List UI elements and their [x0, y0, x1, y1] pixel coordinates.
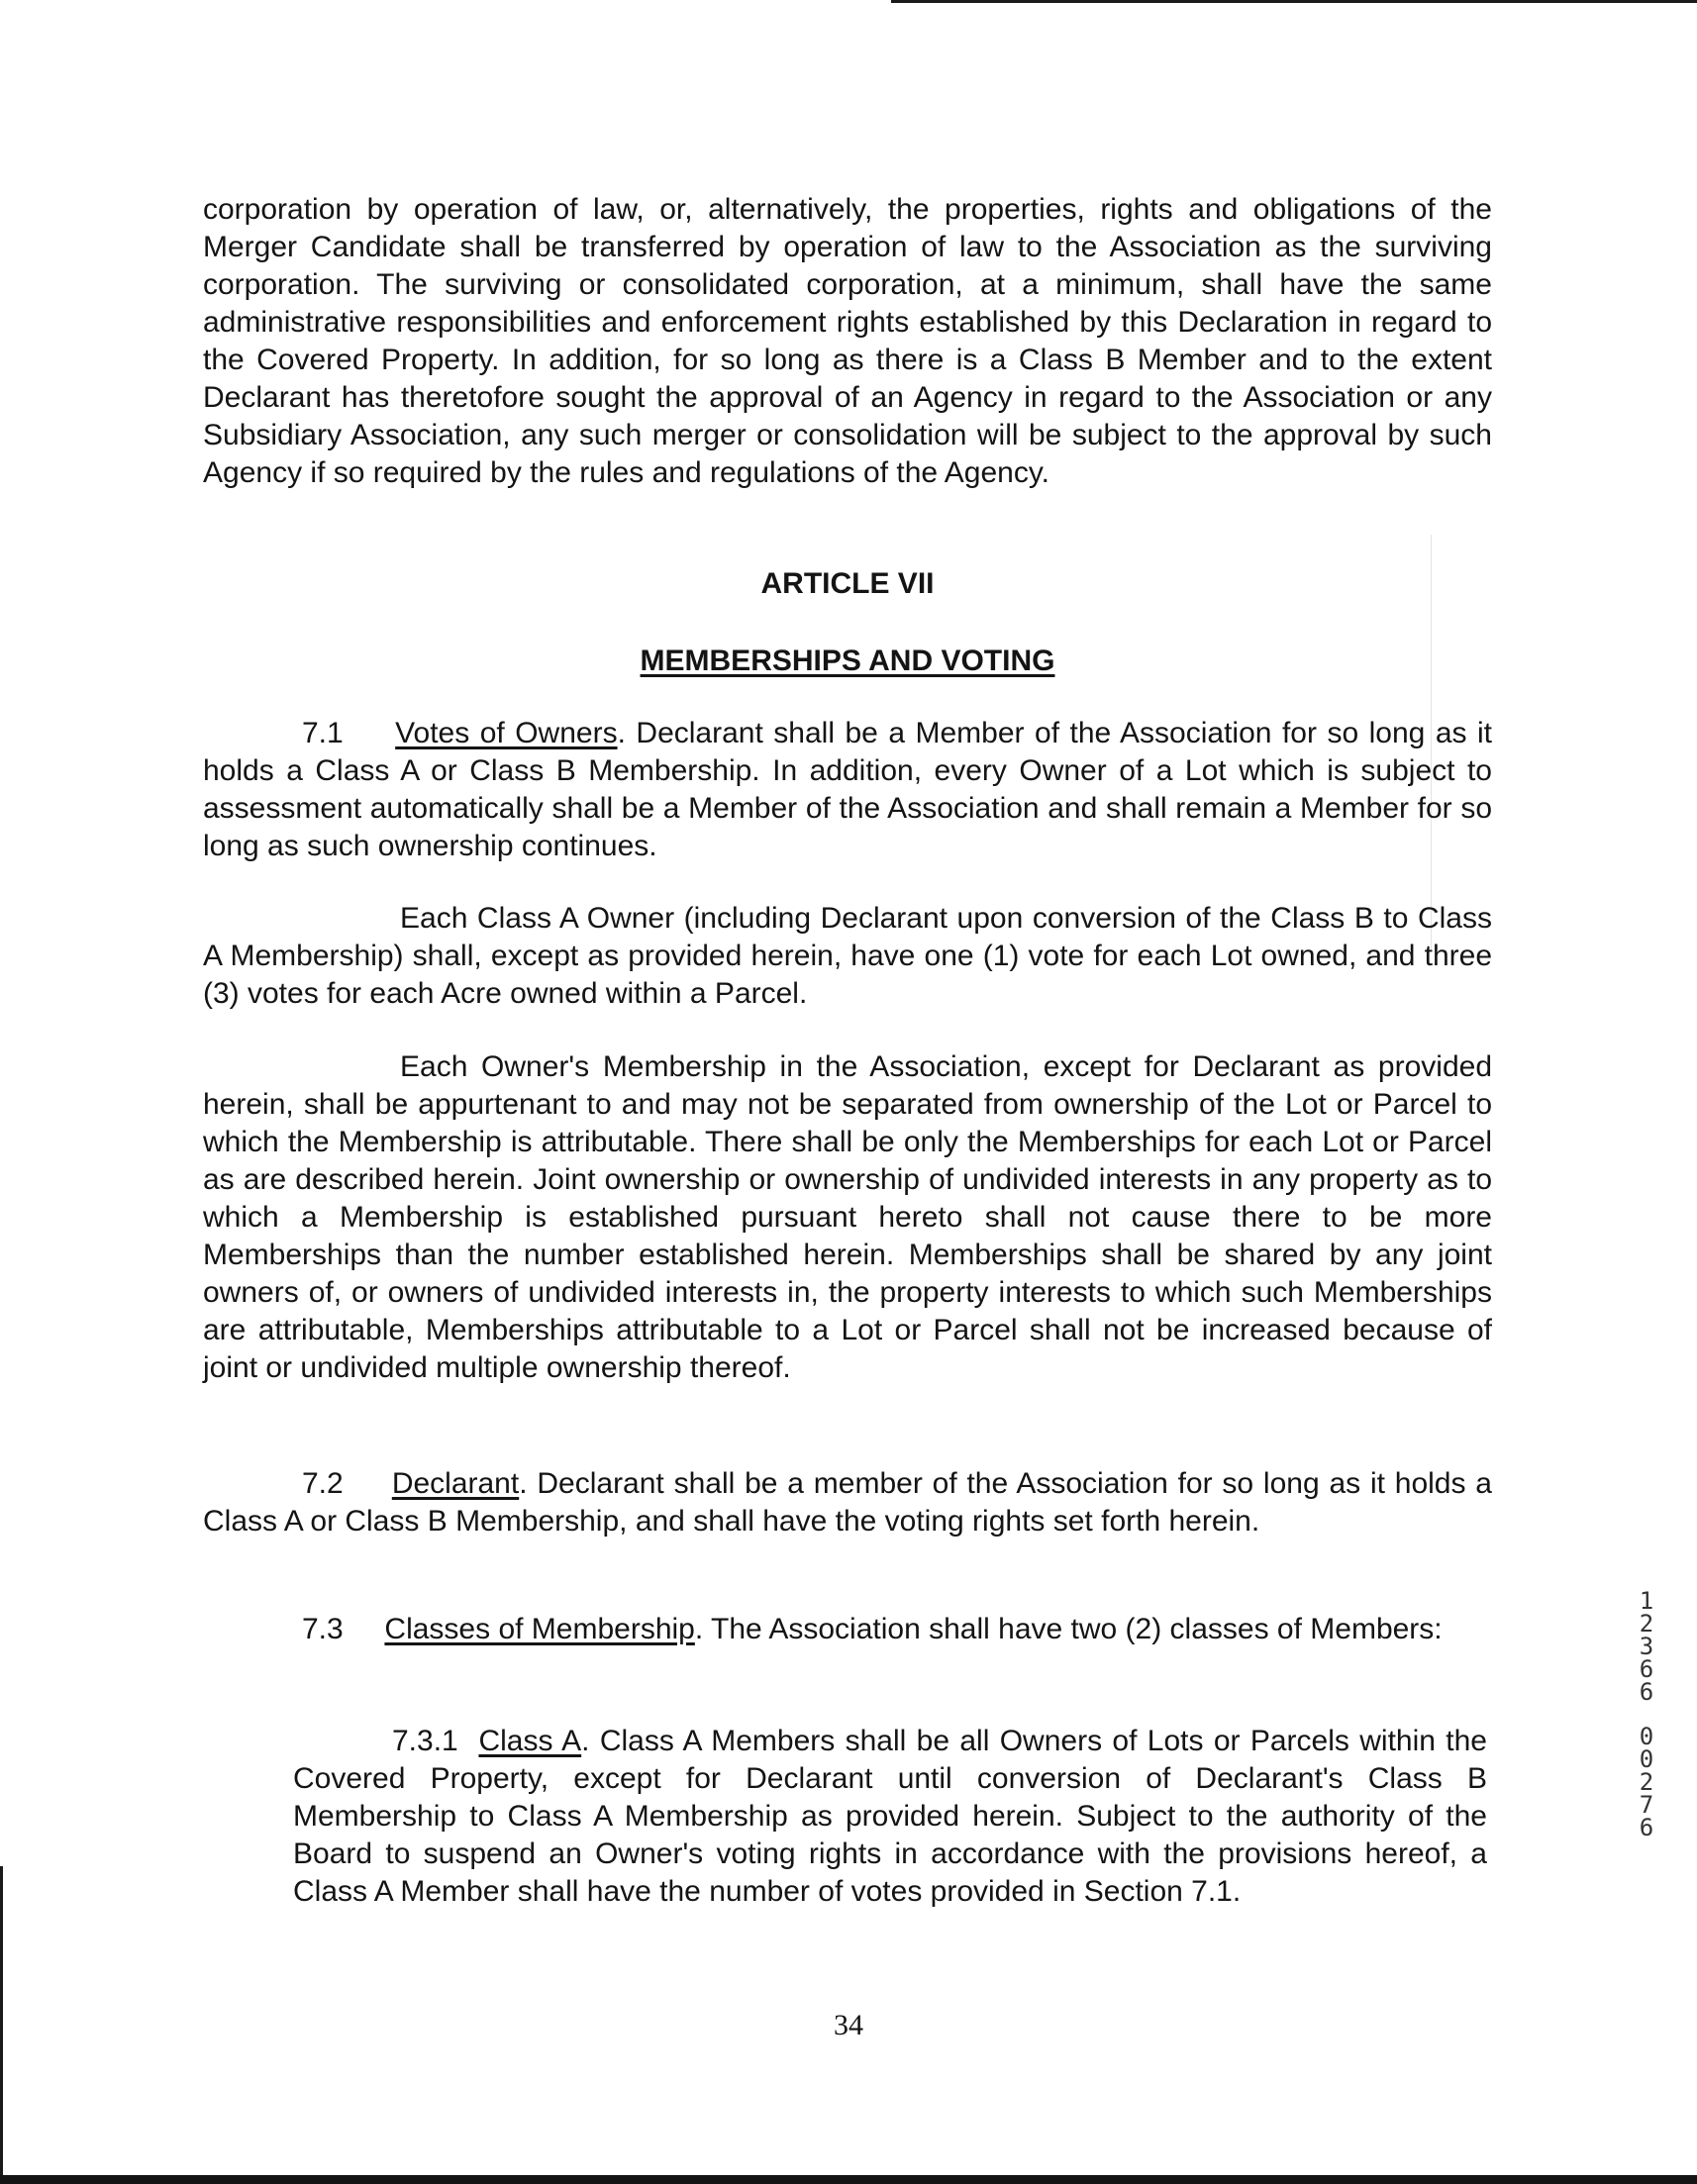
section-7-1-text: . Declarant shall be a Member of the Association for so long as it holds a Class A or Class B Membership. In addition, every Owner of a Lot which is subject to assessment automatically shall be a Member of the Association and shall remain a Member for so long as such ownership continues. — [203, 717, 1492, 862]
section-7-3-text: . The Association shall have two (2) classes of Members: — [694, 1613, 1443, 1645]
section-7-2-number: 7.2 — [302, 1467, 344, 1500]
stamp-digit: 6 — [1639, 1678, 1654, 1706]
section-7-2-text: . Declarant shall be a member of the Association for so long as it holds a Class A or Class B Membership, and shall have the voting rights set forth herein. — [203, 1467, 1492, 1538]
stamp-digit: 6 — [1639, 1655, 1654, 1683]
section-7-3-title: Classes of Membership — [384, 1613, 695, 1645]
stamp-digit: 3 — [1639, 1633, 1654, 1660]
section-7-2-title: Declarant — [391, 1467, 520, 1500]
stamp-digit: 1 — [1639, 1587, 1654, 1615]
section-7-3 — [203, 1611, 1492, 1648]
section-7-3-1-number: 7.3.1 — [392, 1725, 458, 1757]
intro-paragraph: corporation by operation of law, or, alternatively, the properties, rights and obligations of the Merger Candidate shall be transferred by operation of law to the Association as the surviving corporation. The surviving or consolidated corporation, at a minimum, shall have the same administrative responsibilities and enforcement rights established by this Declaration in regard to the Covered Property. In addition, for so long as there is a Class B Member and to the extent Declarant has theretofore sought the approval of an Agency in regard to the Association or any Subsidiary Association, any such merger or consolidation will be subject to the approval by such Agency if so required by the rules and regulations of the Agency. — [203, 193, 1492, 489]
section-7-1-number: 7.1 — [302, 717, 344, 749]
article-subtitle-text: MEMBERSHIPS AND VOTING — [640, 645, 1055, 677]
article-title: ARTICLE VII — [760, 567, 935, 600]
section-7-1-title: Votes of Owners — [395, 717, 618, 749]
section-7-1-para-2: Each Class A Owner (including Declarant upon conversion of the Class B to Class A Membership) shall, except as provided herein, have one (1) vote for each Lot owned, and three (3) votes for each Acre owned within a Parcel. — [203, 902, 1492, 1010]
stamp-digit: 7 — [1639, 1791, 1654, 1819]
section-7-3-1 — [293, 1723, 1487, 1911]
stamp-digit: 2 — [1639, 1610, 1654, 1638]
scan-edge-bottom — [0, 2175, 1697, 2184]
section-7-1 — [203, 715, 1492, 865]
article-subtitle — [203, 643, 1492, 680]
stamp-digit: 2 — [1639, 1768, 1654, 1796]
stamp-digit: 0 — [1639, 1723, 1654, 1750]
section-7-2 — [203, 1465, 1492, 1540]
stamp-digit: 6 — [1639, 1814, 1654, 1841]
section-7-3-1-title: Class A — [478, 1725, 582, 1757]
section-7-3-1-text: . Class A Members shall be all Owners of Lots or Parcels within the Covered Property, except for Declarant until conversion of Declarant's Class B Membership to Class A Membership as provided herein. Subject to the authority of the Board to suspend an Owner's voting rights in accordance with the provisions hereof, a Class A Member shall have the number of votes provided in Section 7.1. — [293, 1725, 1487, 1908]
section-7-1-para-3: Each Owner's Membership in the Association, except for Declarant as provided herein, shall be appurtenant to and may not be separated from ownership of the Lot or Parcel to which the Membership is attributable. There shall be only the Memberships for each Lot or Parcel as are described herein. Joint ownership or ownership of undivided interests in any property as to which a Membership is established pursuant hereto shall not cause there to be more Memberships than the number established herein. Memberships shall be shared by any joint owners of, or owners of undivided interests in, the property interests to which such Memberships are attributable, Memberships attributable to a Lot or Parcel shall not be increased because of joint or undivided multiple ownership thereof. — [203, 1050, 1492, 1384]
stamp-digit: 0 — [1639, 1745, 1654, 1773]
page-number: 34 — [834, 2009, 863, 2041]
section-7-3-number: 7.3 — [302, 1613, 344, 1645]
margin-stamp — [1632, 1587, 1661, 1841]
scan-edge-top — [891, 0, 1697, 3]
